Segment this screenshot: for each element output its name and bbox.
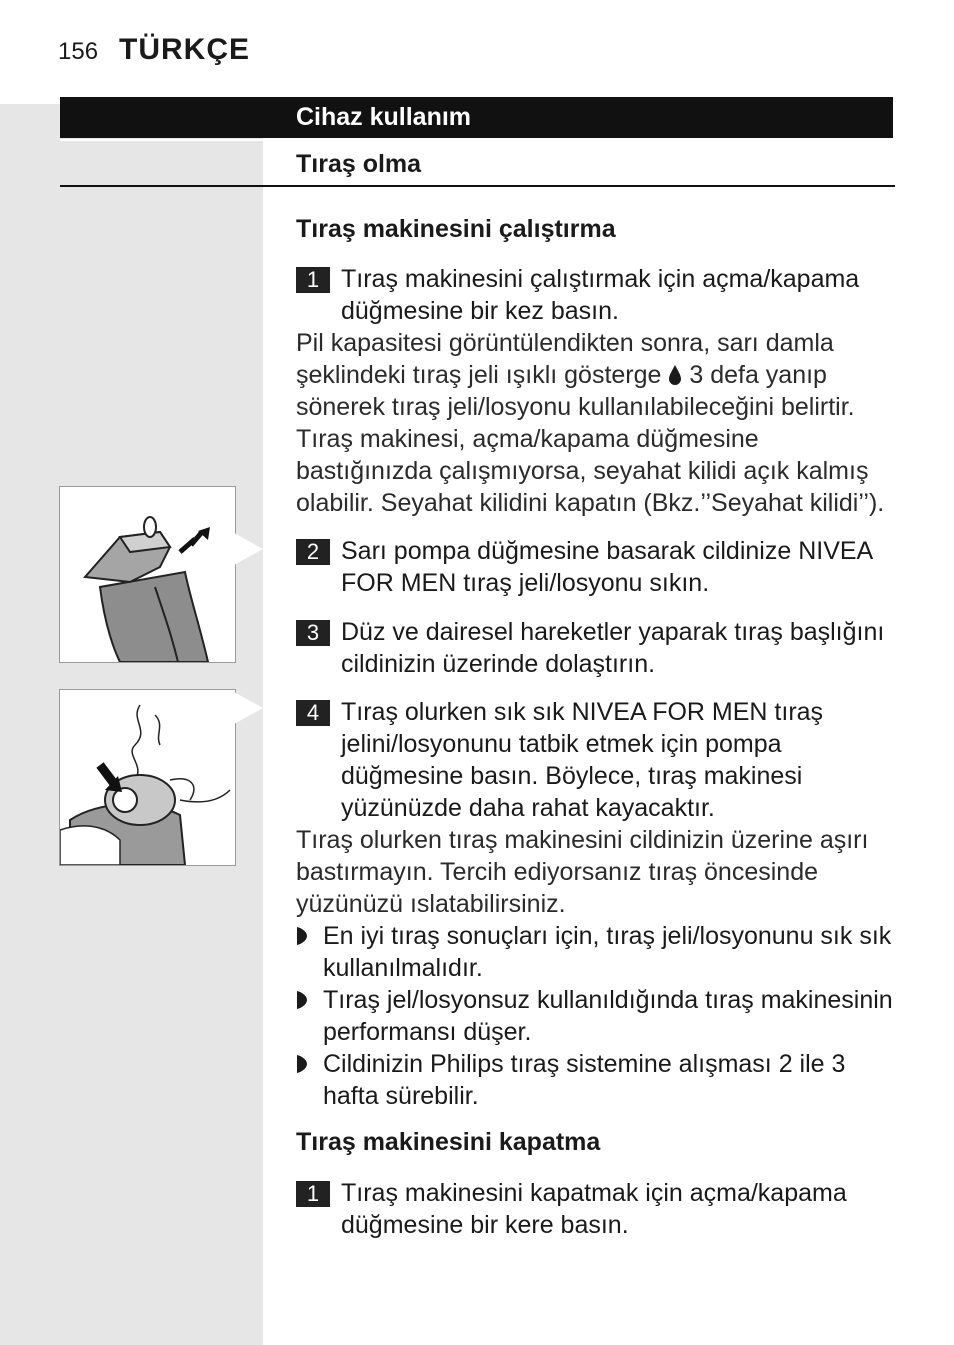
step-number: 1 — [296, 1181, 330, 1207]
note-pressure: Tıraş olurken tıraş makinesini cildinizin üzerine aşırı bastırmayın. Tercih ediyorsanız tıraş öncesinde yüzünüzü ıslatabilirsiniz. — [296, 826, 869, 918]
bullet-text: En iyi tıraş sonuçları için, tıraş jeli/losyonunu sık sık kullanılmalıdır. — [323, 922, 892, 982]
bullet-icon — [296, 1054, 308, 1074]
page-number: 156 — [58, 38, 99, 65]
note-text: Pil kapasitesi görüntülendikten sonra, sarı damla şeklindeki tıraş jeli ışıklı gösterge — [296, 329, 834, 389]
step-text: Tıraş makinesini çalıştırmak için açma/kapama düğmesine bir kez basın. — [341, 265, 860, 325]
shaver-illustration — [60, 487, 235, 662]
heading-start: Tıraş makinesini çalıştırma — [296, 215, 616, 243]
step-1 — [296, 263, 896, 327]
note-gel-indicator — [296, 327, 896, 423]
pump-illustration — [60, 690, 235, 865]
note-travel-lock: Tıraş makinesi, açma/kapama düğmesine bastığınızda çalışmıyorsa, seyahat kilidi açık kalmış olabilir. Seyahat kilidini kapatın (Bkz.’’Seyahat kilidi’’). — [296, 425, 885, 517]
subsection-rule — [60, 185, 895, 187]
bullet-item — [296, 1048, 896, 1112]
bullet-text: Cildinizin Philips tıraş sistemine alışması 2 ile 3 hafta sürebilir. — [323, 1050, 846, 1110]
figure-pointer — [234, 692, 263, 724]
step-stop-1 — [296, 1177, 896, 1241]
step-number: 4 — [296, 700, 330, 726]
step-3 — [296, 616, 896, 680]
step-number: 2 — [296, 539, 330, 565]
language-heading: TÜRKÇE — [119, 33, 250, 66]
step-number: 3 — [296, 620, 330, 646]
bullet-icon — [296, 926, 308, 946]
step-2 — [296, 535, 896, 599]
figure-pointer — [234, 533, 263, 565]
heading-stop: Tıraş makinesini kapatma — [296, 1128, 601, 1156]
section-title: Cihaz kullanım — [296, 103, 472, 131]
pump-button-illustration — [59, 689, 236, 866]
section-bar — [60, 97, 893, 138]
step-text: Sarı pompa düğmesine basarak cildinize NIVEA FOR MEN tıraş jeli/losyonu sıkın. — [341, 537, 872, 597]
step-number: 1 — [296, 267, 330, 293]
gel-drop-icon — [668, 364, 682, 386]
step-4 — [296, 696, 896, 824]
step-text: Tıraş makinesini kapatmak için açma/kapama düğmesine bir kere basın. — [341, 1179, 847, 1239]
subsection-title: Tıraş olma — [296, 150, 422, 178]
note-text: 3 defa yanıp sönerek tıraş jeli/losyonu kullanılabileceğini belirtir. — [296, 361, 855, 421]
bullet-item — [296, 920, 896, 984]
step-text: Düz ve dairesel hareketler yaparak tıraş başlığını cildinizin üzerinde dolaştırın. — [341, 618, 885, 678]
bullet-item — [296, 984, 896, 1048]
bullet-text: Tıraş jel/losyonsuz kullanıldığında tıraş makinesinin performansı düşer. — [323, 986, 893, 1046]
bullet-icon — [296, 990, 308, 1010]
step-text: Tıraş olurken sık sık NIVEA FOR MEN tıraş jelini/losyonunu tatbik etmek için pompa düğmesine basın. Böylece, tıraş makinesi yüzünüzde daha rahat kayacaktır. — [341, 698, 824, 822]
divider — [60, 139, 263, 141]
shaver-rotating-head-illustration — [59, 486, 236, 663]
